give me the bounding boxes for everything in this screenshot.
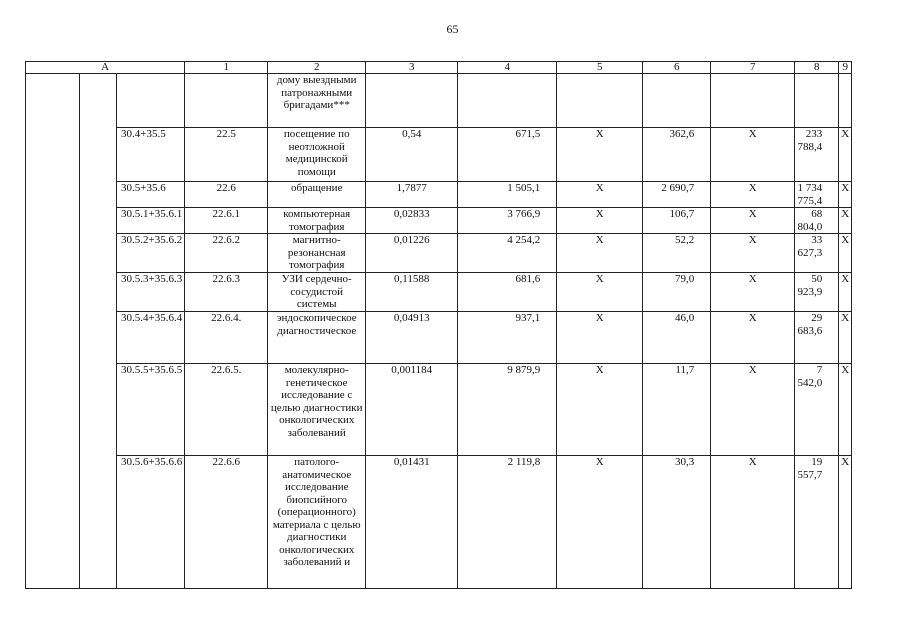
row-cell-7: Х [711,208,795,234]
row-cell-6 [643,74,711,128]
row-cell-4: 2 119,8 [458,456,557,589]
row-cell-7: Х [711,312,795,364]
header-cell-4: 4 [458,62,557,74]
row-cell-6: 2 690,7 [643,182,711,208]
row-code-cell: 30.5+35.6 [117,182,185,208]
row-number-cell: 22.6 [185,182,268,208]
row-cell-5: Х [557,364,643,456]
row-code-cell [117,74,185,128]
row-cell-5 [557,74,643,128]
row-number-cell: 22.6.5. [185,364,268,456]
row-cell-3: 0,01226 [366,234,458,273]
header-cell-6: 6 [643,62,711,74]
table-row [26,456,852,589]
row-cell-5: Х [557,182,643,208]
row-number-cell [185,74,268,128]
row-cell-4: 3 766,9 [458,208,557,234]
row-code-cell: 30.5.6+35.6.6 [117,456,185,589]
row-cell-8: 29 683,6 [795,312,839,364]
row-cell-9: Х [839,364,852,456]
row-cell-8: 50 923,9 [795,273,839,312]
row-cell-7: Х [711,273,795,312]
row-cell-9: Х [839,312,852,364]
row-number-cell: 22.6.3 [185,273,268,312]
row-cell-9: Х [839,208,852,234]
header-cell-2: 2 [268,62,366,74]
row-unit-cell: УЗИ сердечно-сосудистой системы [268,273,366,312]
row-cell-4: 671,5 [458,128,557,182]
row-cell-8: 7 542,0 [795,364,839,456]
row-cell-4 [458,74,557,128]
row-cell-8: 68 804,0 [795,208,839,234]
row-unit-cell: магнитно-резонансная томография [268,234,366,273]
table-row [26,364,852,456]
table-row [26,273,852,312]
row-cell-5: Х [557,456,643,589]
row-cell-4: 4 254,2 [458,234,557,273]
table-row [26,208,852,234]
row-cell-9: Х [839,182,852,208]
header-cell-1: 1 [185,62,268,74]
row-cell-3: 0,01431 [366,456,458,589]
header-cell-a: А [26,62,185,74]
row-cell-9: Х [839,234,852,273]
row-cell-7: Х [711,234,795,273]
row-cell-9: Х [839,128,852,182]
row-cell-7 [711,74,795,128]
row-cell-3: 0,11588 [366,273,458,312]
row-cell-7: Х [711,456,795,589]
row-unit-cell: дому выездными патронажными бригадами*** [268,74,366,128]
table-row [26,128,852,182]
row-unit-cell: компьютерная томография [268,208,366,234]
header-cell-3: 3 [366,62,458,74]
row-cell-8: 19 557,7 [795,456,839,589]
row-cell-4: 681,6 [458,273,557,312]
row-cell-6: 106,7 [643,208,711,234]
row-cell-3: 0,54 [366,128,458,182]
row-cell-7: Х [711,128,795,182]
row-code-cell: 30.5.1+35.6.1 [117,208,185,234]
row-code-cell: 30.5.3+35.6.3 [117,273,185,312]
row-cell-8: 233 788,4 [795,128,839,182]
table-row [26,234,852,273]
row-code-cell: 30.5.5+35.6.5 [117,364,185,456]
row-cell-3 [366,74,458,128]
row-cell-5: Х [557,273,643,312]
row-cell-3: 0,04913 [366,312,458,364]
row-cell-9 [839,74,852,128]
row-unit-cell: посещение по неотложной медицинской помощи [268,128,366,182]
data-table [25,61,852,589]
row-cell-5: Х [557,208,643,234]
row-number-cell: 22.5 [185,128,268,182]
row-number-cell: 22.6.2 [185,234,268,273]
row-cell-5: Х [557,234,643,273]
row-cell-6: 30,3 [643,456,711,589]
table-row [26,312,852,364]
row-code-cell: 30.5.2+35.6.2 [117,234,185,273]
row-cell-8 [795,74,839,128]
row-code-cell: 30.4+35.5 [117,128,185,182]
header-row [26,62,852,74]
row-unit-cell: эндоскопическое диагностическое [268,312,366,364]
row-cell-7: Х [711,182,795,208]
row-cell-6: 362,6 [643,128,711,182]
row-cell-5: Х [557,312,643,364]
table-row [26,74,852,128]
row-unit-cell: патолого-анатомическое исследование биопсийного (операционного) материала с целью диагностики онкологических заболеваний и [268,456,366,589]
blank-column [80,74,117,589]
row-cell-8: 33 627,3 [795,234,839,273]
table-row [26,182,852,208]
row-cell-9: Х [839,273,852,312]
row-unit-cell: обращение [268,182,366,208]
row-unit-cell: молекулярно-генетическое исследование с целью диагностики онкологических заболеваний [268,364,366,456]
row-cell-6: 11,7 [643,364,711,456]
page-number: 65 [446,22,459,36]
row-cell-6: 46,0 [643,312,711,364]
header-cell-7: 7 [711,62,795,74]
row-cell-8: 1 734 775,4 [795,182,839,208]
row-cell-7: Х [711,364,795,456]
row-code-cell: 30.5.4+35.6.4 [117,312,185,364]
row-cell-4: 9 879,9 [458,364,557,456]
row-number-cell: 22.6.6 [185,456,268,589]
row-number-cell: 22.6.4. [185,312,268,364]
blank-column [26,74,80,589]
row-cell-3: 1,7877 [366,182,458,208]
row-cell-4: 937,1 [458,312,557,364]
header-cell-5: 5 [557,62,643,74]
row-cell-4: 1 505,1 [458,182,557,208]
row-cell-3: 0,001184 [366,364,458,456]
row-cell-6: 79,0 [643,273,711,312]
row-number-cell: 22.6.1 [185,208,268,234]
header-cell-8: 8 [795,62,839,74]
row-cell-9: Х [839,456,852,589]
header-cell-9: 9 [839,62,852,74]
row-cell-3: 0,02833 [366,208,458,234]
row-cell-6: 52,2 [643,234,711,273]
row-cell-5: Х [557,128,643,182]
